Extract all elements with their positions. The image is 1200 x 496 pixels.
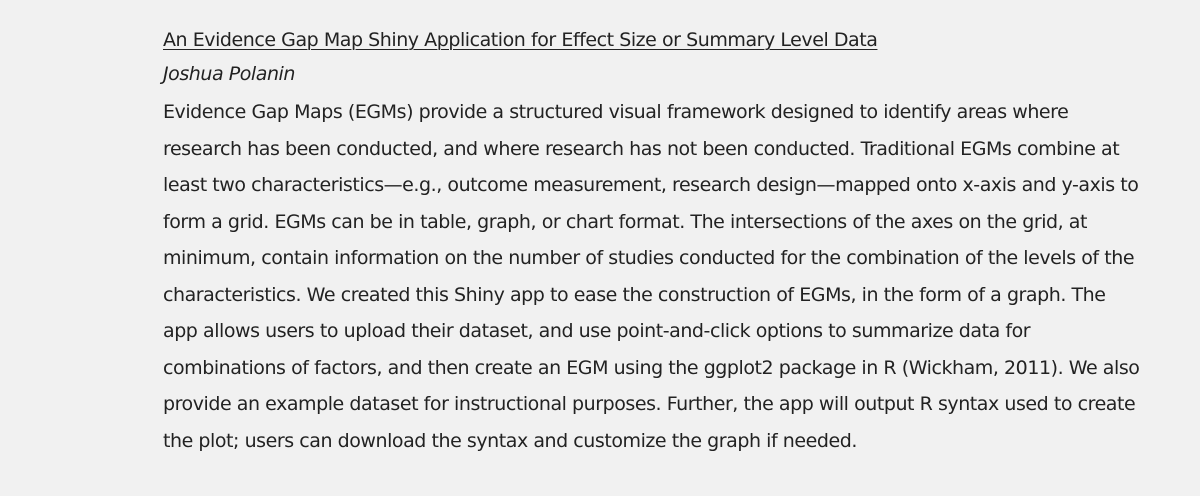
abstract-line: minimum, contain information on the number of studies conducted for the combination of the levels of the bbox=[163, 247, 1135, 269]
abstract-line: the plot; users can download the syntax and customize the graph if needed. bbox=[163, 429, 857, 452]
paper-author: Joshua Polanin bbox=[163, 63, 295, 85]
abstract-line: research has been conducted, and where research has not been conducted. Traditional EGMs combine at bbox=[163, 137, 1120, 160]
abstract-line: Evidence Gap Maps (EGMs) provide a structured visual framework designed to identify areas where bbox=[163, 101, 1069, 123]
paper-abstract bbox=[163, 94, 1163, 459]
abstract-line: app allows users to upload their dataset, and use point-and-click options to summarize data for bbox=[163, 320, 1031, 342]
abstract-line: characteristics. We created this Shiny app to ease the construction of EGMs, in the form of a graph. The bbox=[163, 283, 1106, 306]
abstract-line: combinations of factors, and then create an EGM using the ggplot2 package in R (Wickham, 2011). We also bbox=[163, 356, 1140, 379]
abstract-line: provide an example dataset for instructional purposes. Further, the app will output R syntax used to create bbox=[163, 393, 1136, 415]
paper-entry bbox=[163, 26, 1163, 459]
paper-title-link[interactable]: An Evidence Gap Map Shiny Application for Effect Size or Summary Level Data bbox=[163, 29, 878, 51]
abstract-line: least two characteristics—e.g., outcome measurement, research design—mapped onto x-axis and y-axis to bbox=[163, 174, 1139, 196]
abstract-line: form a grid. EGMs can be in table, graph, or chart format. The intersections of the axes on the grid, at bbox=[163, 210, 1088, 233]
